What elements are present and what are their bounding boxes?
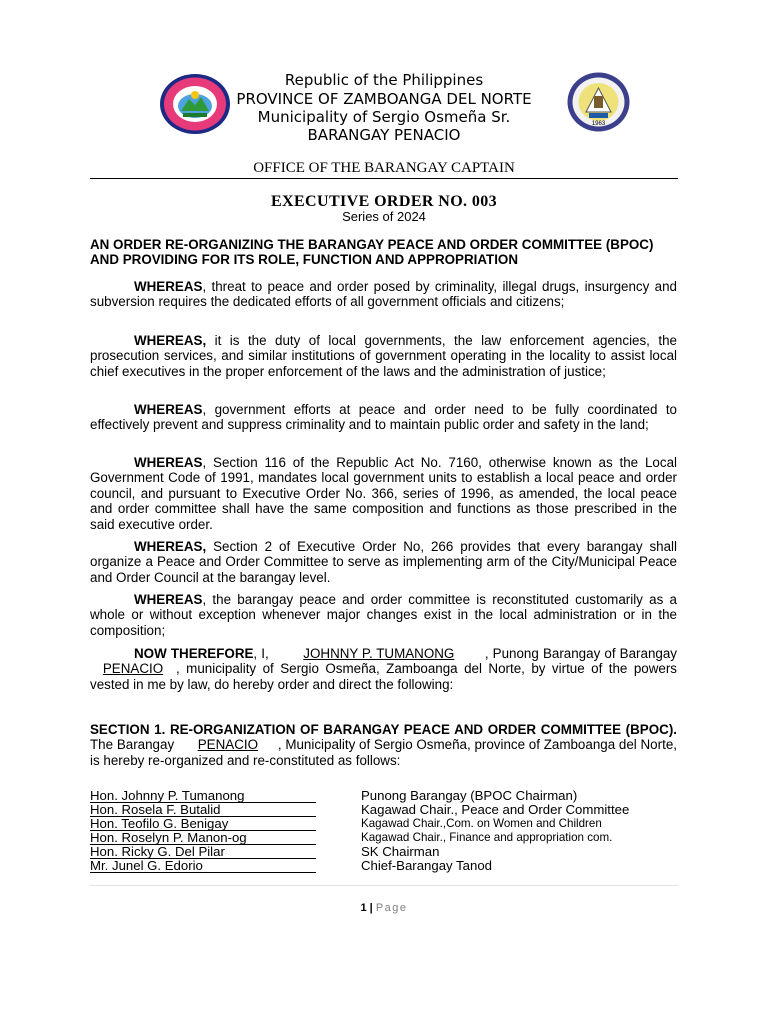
member-name: Hon. Johnny P. Tumanong	[90, 789, 316, 803]
footer-divider	[90, 885, 678, 886]
page-number: 1	[360, 902, 367, 914]
section-1-heading: SECTION 1. RE-ORGANIZATION OF BARANGAY PEACE AND ORDER COMMITTEE (BPOC).	[90, 722, 677, 737]
whereas-text: Section 2 of Executive Order No, 266 provides that every barangay shall organize a Peace and Order Committee to serve as implementing arm of the City/Municipal Peace and Order Council at the barangay level.	[90, 539, 677, 585]
whereas-lead: WHEREAS	[134, 455, 203, 470]
member-role: Kagawad Chair.,Com. on Women and Children	[361, 817, 602, 830]
header-municipality: Municipality of Sergio Osmeña Sr.	[257, 108, 511, 126]
whereas-lead: WHEREAS,	[134, 333, 207, 348]
executive-order-title: EXECUTIVE ORDER NO. 003	[270, 193, 498, 210]
whereas-text: , Section 116 of the Republic Act No. 7160, otherwise known as the Local Government Code of 1991, mandates local government units to establish a local peace and order council, and pursuant to Executive Order No. 366, series of 1996, as amended, the local peace and order committee shall have the same composition and functions as those prescribed in the said executive order.	[90, 455, 677, 532]
member-name: Hon. Teofilo G. Benigay	[90, 817, 316, 831]
whereas-paragraph	[90, 279, 677, 310]
header-barangay: BARANGAY PENACIO	[307, 126, 461, 144]
member-role: Kagawad Chair., Peace and Order Committee	[361, 802, 630, 817]
page-label: Page	[375, 902, 408, 914]
whereas-paragraph	[90, 539, 677, 585]
member-name: Mr. Junel G. Edorio	[90, 859, 316, 873]
now-therefore-paragraph	[90, 646, 677, 692]
header-province: PROVINCE OF ZAMBOANGA DEL NORTE	[236, 90, 532, 108]
whereas-paragraph	[90, 592, 677, 638]
member-role: Chief-Barangay Tanod	[361, 858, 492, 873]
member-role: Kagawad Chair., Finance and appropriation com.	[361, 831, 613, 844]
seal-year-text: 1963	[591, 121, 606, 127]
whereas-paragraph	[90, 333, 677, 379]
page-footer	[0, 902, 768, 914]
member-name: Hon. Rosela F. Butalid	[90, 803, 316, 817]
member-role: Punong Barangay (BPOC Chairman)	[361, 788, 578, 803]
member-row	[90, 859, 690, 873]
whereas-text: it is the duty of local governments, the law enforcement agencies, the prosecution services, and similar institutions of government operating in the locality to assist local chief executives in the proper enforcement of the laws and the administration of justice;	[90, 333, 677, 379]
member-name: Hon. Ricky G. Del Pilar	[90, 845, 316, 859]
header-divider	[90, 178, 678, 179]
member-role: SK Chairman	[361, 844, 440, 859]
member-row	[90, 831, 690, 845]
now-therefore-rest: , municipality of Sergio Osmeña, Zamboanga del Norte, by virtue of the powers vested in me by law, do hereby order and direct the following:	[90, 661, 677, 692]
whereas-paragraph	[90, 402, 677, 433]
section-barangay-fill: PENACIO	[197, 737, 259, 753]
order-subject: AN ORDER RE-ORGANIZING THE BARANGAY PEACE AND ORDER COMMITTEE (BPOC) AND PROVIDING FOR ITS ROLE, FUNCTION AND APPROPRIATION	[90, 237, 654, 268]
page-separator: |	[369, 902, 373, 914]
office-title: OFFICE OF THE BARANGAY CAPTAIN	[253, 160, 515, 176]
now-therefore-pre: , I,	[253, 646, 273, 661]
now-therefore-mid: , Punong Barangay of Barangay	[484, 646, 677, 661]
order-series: Series of 2024	[342, 209, 426, 224]
member-row	[90, 845, 690, 859]
section-1-pre: The Barangay	[90, 737, 178, 753]
whereas-lead: WHEREAS	[134, 402, 203, 417]
whereas-text: , the barangay peace and order committee is reconstituted customarily as a whole or without exception whenever major changes exist in the local administration or in the composition;	[90, 592, 677, 638]
whereas-lead: WHEREAS	[134, 592, 203, 607]
now-therefore-lead: NOW THEREFORE	[134, 646, 254, 661]
whereas-text: , threat to peace and order posed by criminality, illegal drugs, insurgency and subversion requires the dedicated efforts of all government officials and citizens;	[90, 279, 677, 310]
member-row	[90, 803, 690, 817]
whereas-text: , government efforts at peace and order need to be fully coordinated to effectively prevent and suppress criminality and to maintain public order and safety in the land;	[90, 402, 677, 433]
barangay-name-fill: PENACIO	[102, 661, 164, 677]
member-row	[90, 789, 690, 803]
whereas-lead: WHEREAS,	[134, 539, 207, 554]
member-name: Hon. Roselyn P. Manon-og	[90, 831, 316, 845]
captain-name-fill: JOHNNY P. TUMANONG	[303, 646, 455, 661]
section-1-rest: , Municipality of Sergio Osmeña, province of Zamboanga del Norte, is hereby re-organized and re-constituted as follows:	[90, 737, 677, 768]
section-1-paragraph	[90, 722, 677, 768]
whereas-paragraph	[90, 455, 677, 532]
whereas-lead: WHEREAS	[134, 279, 203, 294]
header-country: Republic of the Philippines	[284, 71, 484, 89]
member-row	[90, 817, 690, 831]
